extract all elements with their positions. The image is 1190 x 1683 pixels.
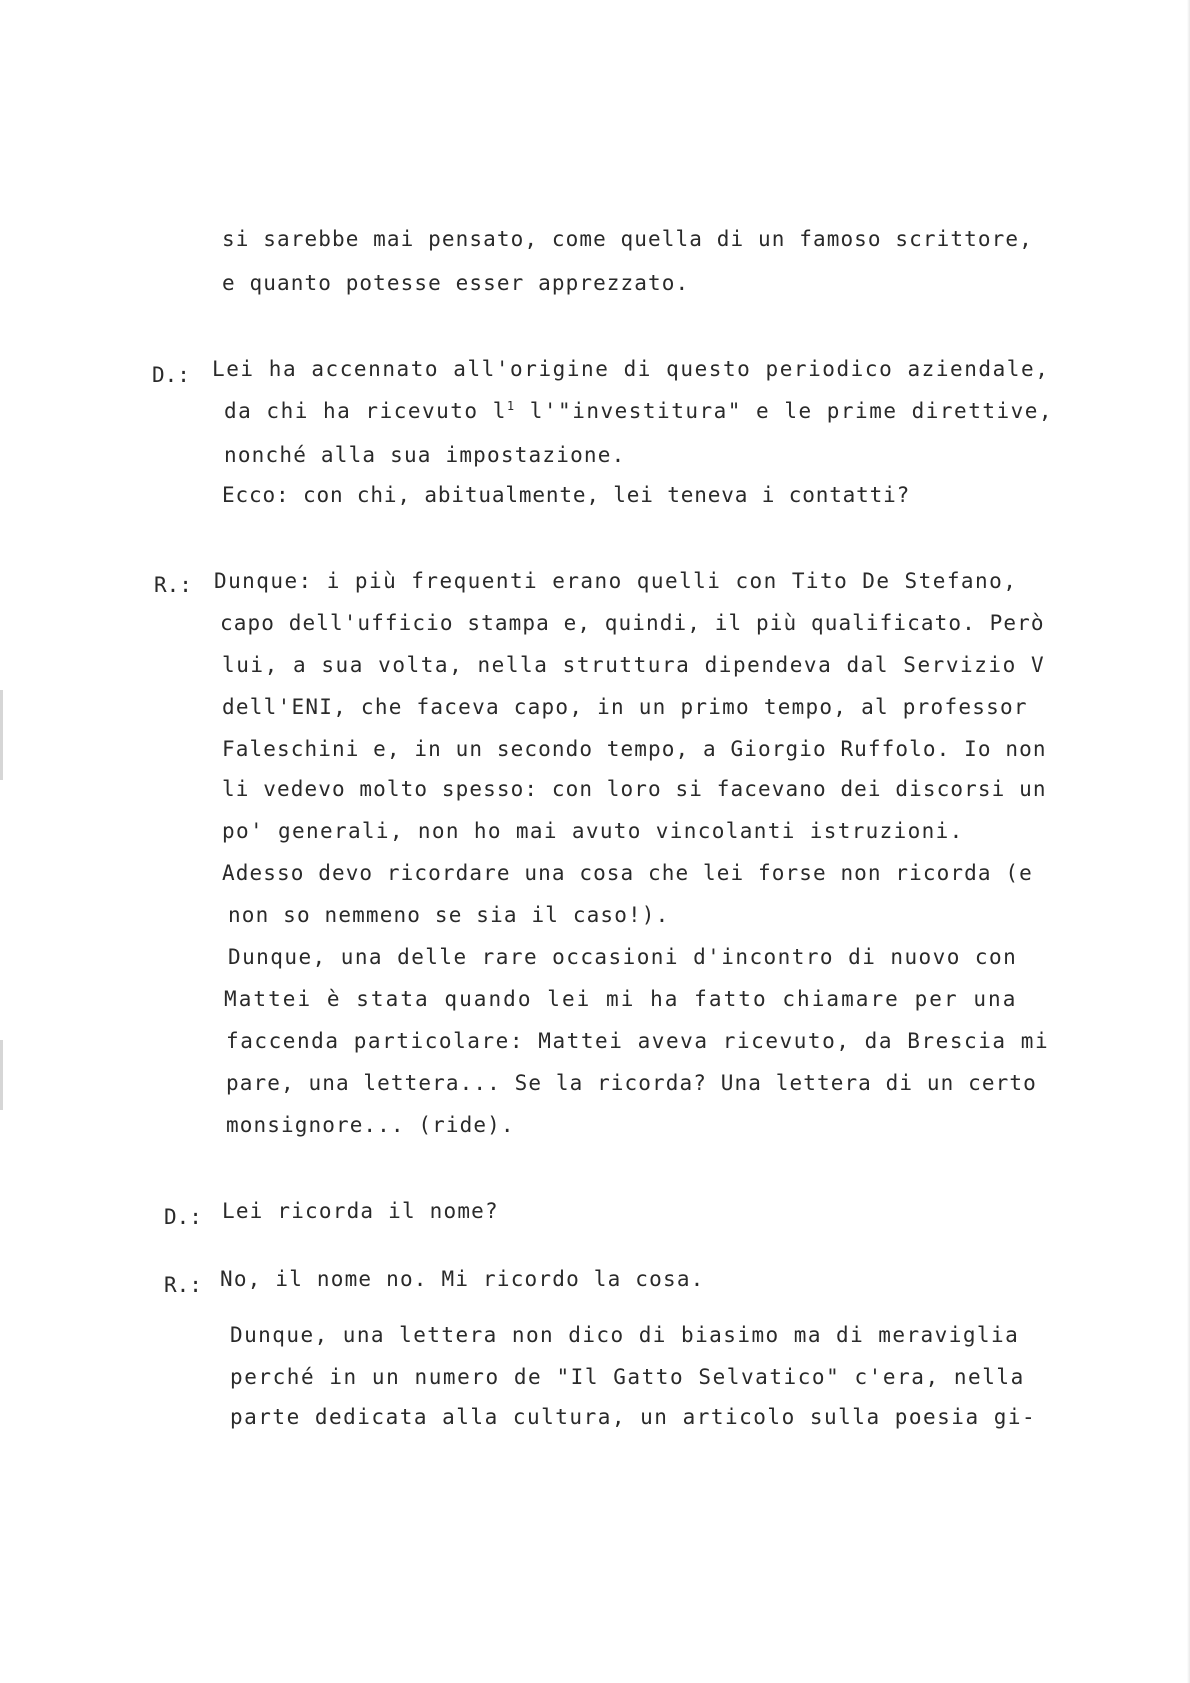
text-fragment: l'	[515, 399, 559, 423]
text-line: No, il nome no. Mi ricordo la cosa.	[220, 1267, 705, 1291]
text-line: e quanto potesse esser apprezzato.	[222, 271, 690, 295]
text-line: dell'ENI, che faceva capo, in un primo tempo, al professor	[222, 695, 1028, 719]
speaker-label: R.:	[154, 573, 192, 597]
scan-artifact	[0, 690, 3, 780]
speaker-label: D.:	[164, 1205, 202, 1229]
text-line: Dunque: i più frequenti erano quelli con Tito De Stefano,	[214, 569, 1018, 593]
text-line: po' generali, non ho mai avuto vincolanti istruzioni.	[222, 819, 964, 843]
text-line: Mattei è stata quando lei mi ha fatto chiamare per una	[224, 987, 1018, 1011]
text-line: capo dell'ufficio stampa e, quindi, il più qualificato. Però	[220, 611, 1045, 635]
text-line	[224, 398, 1053, 424]
text-line: lui, a sua volta, nella struttura dipendeva dal Servizio V	[222, 653, 1046, 677]
text-line: Lei ricorda il nome?	[222, 1199, 499, 1223]
text-line: perché in un numero de "Il Gatto Selvatico" c'era, nella	[230, 1365, 1025, 1389]
text-line: monsignore... (ride).	[226, 1113, 515, 1137]
text-fragment: "investitura" e le prime direttive,	[558, 399, 1054, 423]
text-line: si sarebbe mai pensato, come quella di un famoso scrittore,	[222, 227, 1033, 251]
text-line: Adesso devo ricordare una cosa che lei forse non ricorda (e	[222, 861, 1033, 885]
text-line: Dunque, una lettera non dico di biasimo ma di meraviglia	[230, 1323, 1020, 1347]
text-line: Faleschini e, in un secondo tempo, a Giorgio Ruffolo. Io non	[222, 737, 1047, 761]
text-line: parte dedicata alla cultura, un articolo sulla poesia gi-	[230, 1405, 1037, 1429]
text-line: non so nemmeno se sia il caso!).	[228, 903, 670, 927]
scan-artifact	[0, 1040, 3, 1110]
footnote-mark: 1	[506, 399, 516, 413]
speaker-label: R.:	[164, 1273, 202, 1297]
text-line: Ecco: con chi, abitualmente, lei teneva i contatti?	[222, 483, 911, 507]
text-line: pare, una lettera... Se la ricorda? Una lettera di un certo	[226, 1071, 1037, 1095]
text-fragment: da chi ha ricevuto l	[224, 399, 507, 423]
speaker-label: D.:	[152, 363, 190, 387]
text-line: Lei ha accennato all'origine di questo periodico aziendale,	[212, 357, 1050, 381]
text-line: Dunque, una delle rare occasioni d'incontro di nuovo con	[228, 945, 1018, 969]
text-line: nonché alla sua impostazione.	[224, 443, 626, 467]
text-line: faccenda particolare: Mattei aveva ricevuto, da Brescia mi	[226, 1029, 1050, 1053]
text-line: li vedevo molto spesso: con loro si facevano dei discorsi un	[222, 777, 1047, 801]
